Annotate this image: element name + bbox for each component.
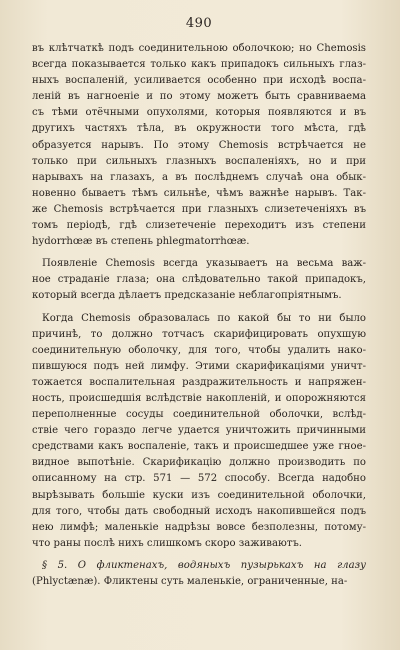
text-line: ствіе чего гораздо легче удается уничтожить причинными: [32, 425, 366, 437]
text-line: описанному на стр. 571 — 572 способу. Всегда надобно: [32, 473, 366, 485]
text-line: тожается воспалительная раздражительность и напряжен-: [32, 376, 366, 388]
text-line: другихъ частяхъ тѣла, въ окружности того мѣста, гдѣ: [32, 123, 366, 135]
text-line: съ тѣми отёчными опухолями, которыя появляются и въ: [32, 107, 366, 119]
body-text: [32, 41, 366, 590]
text-line: всегда показывается только какъ припадокъ сильныхъ глаз-: [32, 59, 366, 71]
text-line: который всегда дѣлаетъ предсказаніе неблагопріятнымъ.: [32, 290, 342, 302]
text-line: новенно бываетъ тѣмъ сильнѣе, чѣмъ важнѣе нарывъ. Так-: [32, 187, 366, 199]
text-line: образуется нарывъ. По этому Chemosis встрѣчается не: [32, 139, 366, 151]
text-line: видное выпотѣніе. Скарификацію должно производить по: [32, 457, 366, 469]
paragraph-3: [32, 311, 366, 552]
text-line: соединительную оболочку, для того, чтобы удалить нако-: [32, 344, 366, 356]
text-line: нею лимфѣ; маленькіе надрѣзы вовсе безполезны, потому-: [32, 521, 366, 533]
text-line: въ клѣтчаткѣ подъ соединительною оболочкою; но Chemosis: [32, 43, 366, 54]
text-line: Когда Chemosis образовалась по какой бы то ни было: [42, 312, 366, 324]
text-line: переполненные сосуды соединительной оболочки, вслѣд-: [32, 409, 366, 421]
text-line: (Phlyctænæ). Фликтены суть маленькіе, ограниченные, на-: [32, 576, 348, 587]
text-line: причинѣ, то должно тотчасъ скарифицировать опухшую: [32, 328, 366, 340]
text-line: Появленіе Chemosis всегда указываетъ на весьма важ-: [42, 258, 366, 270]
text-line: томъ періодѣ, гдѣ слизетеченіе переходитъ изъ степени: [32, 220, 366, 232]
text-line: вырѣзывать большіе куски изъ соединительной оболочки,: [32, 489, 366, 501]
page-number: 490: [185, 16, 213, 31]
paragraph-1: [32, 41, 366, 250]
paragraph-2: [32, 256, 366, 304]
text-line: ное страданіе глаза; она слѣдовательно такой припадокъ,: [32, 274, 366, 286]
text-line: леній въ нагноеніе и по этому можетъ быть сравниваема: [32, 91, 366, 103]
text-line: hydorrhœæ въ степень phlegmatorrhœæ.: [32, 236, 250, 248]
text-line: же Chemosis встрѣчается при глазныхъ слизетеченіяхъ въ: [32, 203, 366, 215]
text-line: пившуюся подъ ней лимфу. Этими скарификаціями уничт-: [32, 360, 366, 372]
text-line: средствами какъ воспаленіе, такъ и происшедшее уже гное-: [32, 441, 366, 453]
text-line: только при сильныхъ глазныхъ воспаленіяхъ, но и при: [32, 155, 366, 167]
text-line: что раны послѣ нихъ слишкомъ скоро заживаютъ.: [32, 537, 303, 549]
text-line: ныхъ воспаленій, усиливается особенно при исходѣ воспа-: [32, 75, 366, 87]
text-line: нарывахъ на глазахъ, а въ послѣднемъ случаѣ она обык-: [32, 171, 366, 183]
section-heading-line: § 5. О фликтенахъ, водяныхъ пузырькахъ на глазу: [42, 559, 366, 571]
paragraph-4-section-5: [32, 558, 366, 590]
text-line: ность, происшедшія вслѣдствіе накопленій, и опорожняются: [32, 392, 366, 404]
text-line: для того, чтобы дать свободный исходъ накопившейся подъ: [32, 505, 366, 517]
